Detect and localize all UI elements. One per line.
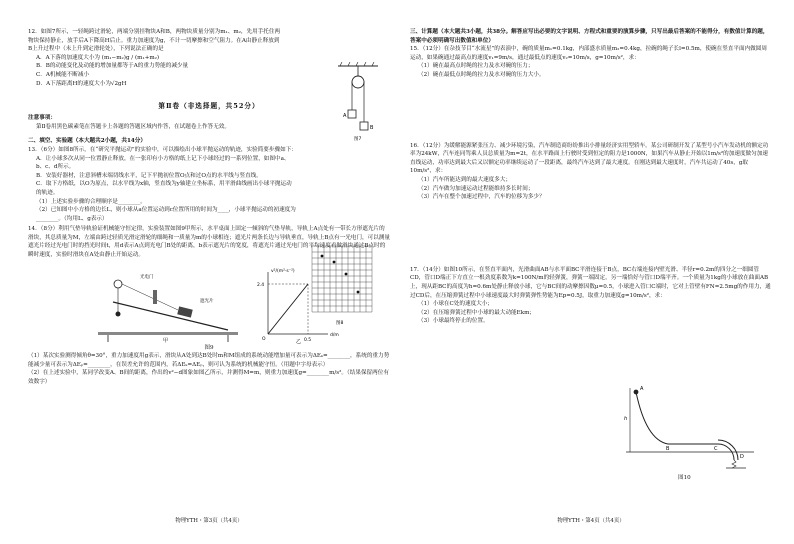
fig10-label-a: A	[640, 386, 644, 392]
fig7-caption: 图7	[354, 137, 362, 142]
q17-stem: 17．（14分）如图10所示，在竖直平面内，光滑曲面AB与水平面BC平滑连接于B点，BC右端连接内壁光滑、半径r=0.2m的四分之一细圆管CD，管口D端正下方直立一根劲度系数为k=100N/m的轻弹簧，弹簧一端固定，另一端恰好与管口D端平齐。一个质量为1kg的小球放在曲面AB上，现从距BC的高度为h=0.6m处静止释放小球，它与BC间的动摩擦因数μ=0.5，小球进入管口C端时，它对上管壁有FN=2.5mg的作用力，通过CD后，在压缩弹簧过程中小球速度最大时弹簧弹性势能为Ep=0.5J，取重力加速度g=10m/s²，求：	[410, 266, 771, 299]
q16-stem: 16．（12分）为缓解能源紧张压力、减少环境污染，汽车制造商纷纷推出小排量经济实用型轿车。某公司研制开发了某型号小汽车发动机的额定功率为24kW，汽车连同驾乘人员总质量为m=2t，在水平路面上行驶时受到恒定的阻力是1000N，如果汽车从静止开始以1m/s²的加速度做匀加速直线运动，功率达到最大后又以额定功率继续运动了一段距离，最终汽车达到了最大速度。在刚达到最大速度时，汽车共运动了40s，g取10m/s²，求：	[410, 142, 769, 175]
figure-9-svg	[28, 262, 390, 344]
q15-stem: 15．（12分）在杂技节目“水流星”的表演中，碗的质量m₁=0.1kg，内部盛水质量m₂=0.4kg，拉碗的绳子长l=0.5m，使碗在竖直平面内做圆周运动，如果碗通过最高点的速度v₁=9m/s，通过最低点的速度v₂=10m/s，g=10m/s²，求：	[410, 46, 767, 61]
notes-body: 第Ⅱ卷用黑色碳素笔在答题卡上各题的答题区域内作答，在试题卷上作答无效。	[36, 123, 230, 130]
q13-step-c: C．取下方格纸，以O为原点，以水平线为x轴，竖直线为y轴建立坐标系，用平滑曲线画出小球平抛运动的轨迹。	[36, 181, 292, 196]
q17-sub-1: （1）小球在C处的速度大小；	[418, 301, 493, 308]
q12-option-d: D．A下落距离H的速度大小为√2gH	[36, 80, 127, 87]
right-footer: 物理YTH・第4页（共4页）	[557, 518, 625, 524]
q12-stem-2: 物块保持静止，放手后A下降高H后止。重力加速度为g，不计一切摩擦和空气阻力。在A由静止释放到	[28, 37, 280, 44]
fig10-label-b: B	[666, 446, 670, 452]
q12-option-b: B．B的动能变化及动能的增加量都等于A的重力势能的减少量	[36, 63, 189, 70]
fig8-caption: 图8	[336, 321, 344, 326]
q13-step-a: A．让小球多次从同一位置静止释放，在一张印有小方格的纸上记下小球经过的一系列位置，如图中a、b、c、d所示。	[36, 155, 290, 171]
q12-stem-3: B上升过程中（未上升到定滑轮处），下列说法正确的是	[28, 46, 164, 53]
fig9-origin: O	[262, 336, 266, 342]
right-page	[410, 28, 772, 524]
fig9-x-axis-label: d/m	[330, 332, 339, 338]
q12-stem-1: 12．如图7所示，一轻绳跨过滑轮，两端分别挂物块A和B，两物块质量分别为m₁、m₂，先用手托住两	[28, 29, 281, 35]
figure-9	[28, 262, 390, 344]
fig10-label-c: C	[714, 446, 718, 452]
figure-10-svg	[622, 380, 762, 470]
q16-sub-3: （3）汽车在整个加速过程中，汽车的位移为多少？	[418, 194, 545, 201]
fig7-label-b: B	[370, 125, 374, 131]
fig9-jia: 甲	[163, 337, 169, 344]
q15-sub-2: （2）碗在最低点时绳的拉力及水对碗的压力大小。	[418, 71, 545, 78]
fig9-y-axis-label: v²/(m²·s⁻²)	[271, 268, 295, 274]
notes-title: 注意事项：	[28, 115, 56, 122]
q12-option-a: A．A下落的加速度大小为 (m₁−m₂)g / (m₁+m₂)	[36, 54, 160, 61]
fig9-yi: 乙	[296, 338, 302, 344]
q12-option-c: C．A机械能不断减小	[36, 71, 90, 78]
q16-sub-2: （2）汽车做匀加速运动过程能维持多长时间；	[418, 185, 534, 192]
q14-stem: 14．（8分）利用气垫导轨验证机械能守恒定律，实验装置如图9甲所示，水平桌面上固定一倾斜的气垫导轨，导轨上A点处有一带长方形遮光片的滑块，其总质量为M，左端由跨过轻质光滑定滑轮的细绳和一质量为m的小球相连；遮光片两条长边与导轨垂直，导轨上B点有一光电门，可以测量遮光片经过光电门时的挡光时间t，用d表示A点到光电门B处的距离，b表示遮光片的宽度，将遮光片通过光电门的平均速度看做滑块通过B点时的瞬时速度，实验时滑块在A处由静止开始运动。	[28, 226, 390, 259]
q17-sub-3: （3）小球最终停止的位置。	[418, 318, 489, 325]
q13-step-b: B．安装好器材，注意斜槽末端切线水平，记下平抛初位置O点和过O点的水平线与竖直线。	[36, 172, 262, 179]
q14-sub-2: （2）在上述实验中，某同学改变A、B间的距离，作出的v²−d图象如图乙所示，并测得M=m，则重力加速度g=________m/s²。（结果保留两位有效数字）	[28, 370, 389, 386]
q17-sub-2: （2）在压缩弹簧过程中小球的最大动能Ekm；	[418, 309, 536, 316]
q13-sub-1: （1）上述实验步骤的合理顺序是________。	[36, 198, 146, 205]
fig7-label-a: A	[343, 113, 347, 119]
figure-10	[622, 380, 762, 470]
fig9-caption: 图9	[204, 344, 214, 351]
section3-title: 三、计算题（本大题共3小题，共38分。解答应写出必要的文字说明、方程式和重要的演算步骤，只写出最后答案的不能得分，有数值计算的题，答案中必须明确写出数值和单位）	[410, 29, 769, 44]
figure-7-svg	[328, 62, 388, 142]
fig9-photogate-label: 光电门	[140, 274, 154, 280]
q14-sub-1: （1）某次实验测得倾角θ=30°，重力加速度用g表示，滑块从A处到达B处时m和M组成的系统动能增加量可表示为ΔEₖ=________，系统的重力势能减少量可表示为ΔEₚ=________，在误差允许的范围内，若ΔEₖ=ΔEₚ，则可认为系统的机械能守恒。（用题中字母表示）	[28, 353, 390, 368]
fig10-label-d: D	[740, 454, 744, 460]
part2-title: 第Ⅱ卷（非选择题，共52分）	[158, 102, 260, 111]
fig10-caption: 图10	[678, 475, 691, 481]
q16-sub-1: （1）汽车所能达到的最大速度多大；	[418, 176, 512, 183]
section2-title: 二、填空、实验题（本大题共2小题，共14分）	[28, 138, 146, 145]
left-page	[28, 28, 390, 524]
fig10-label-h: h	[624, 416, 628, 422]
fig9-shutter-label: 遮光片	[200, 298, 214, 304]
q13-stem: 13．（6分）如图8所示，在“研究平抛运动”的实验中，可以描绘出小球平抛运动的轨迹，实验简要步骤如下：	[28, 146, 297, 153]
q13-sub-2: （2）已知图中小方格的边长L，则小球从a位置运动到c位置所用的时间为____，小球平抛运动的初速度为________。（均用L、g表示）	[36, 207, 296, 222]
left-footer: 物理YTH・第3页（共4页）	[175, 518, 243, 524]
fig9-tick-24: 2.4	[257, 282, 265, 288]
figure-7	[328, 62, 388, 142]
q15-sub-1: （1）碗在最高点时绳的拉力及水对碗的压力；	[418, 63, 534, 70]
fig9-tick-05: 0.5	[304, 337, 312, 343]
